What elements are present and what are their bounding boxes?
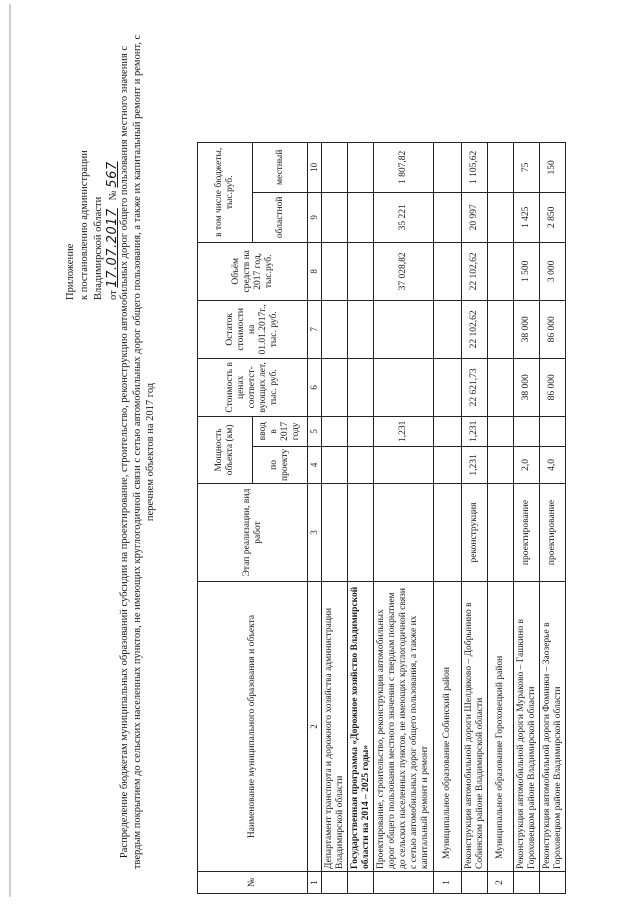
cell-name: Реконструкция автомобильной дороги Мураково – Гашкино в Гороховецком районе Владимирской области — [514, 582, 540, 872]
header-cap-project: по проекту — [253, 446, 308, 483]
cell-cost — [374, 358, 434, 416]
cell-local: 150 — [540, 142, 566, 192]
table-row — [374, 142, 434, 893]
column-index-10: 10 — [308, 142, 322, 192]
cell-cost: 38 000 — [514, 358, 540, 416]
cell-cost: 22 621,73 — [462, 358, 488, 416]
cell-project — [322, 446, 348, 483]
cell-remain — [348, 300, 374, 358]
cell-remain: 86 000 — [540, 300, 566, 358]
header-cap-2017: ввод в 2017 году — [253, 416, 308, 446]
column-index-8: 8 — [308, 242, 322, 300]
cell-cost — [322, 358, 348, 416]
cell-local — [488, 142, 514, 192]
cell-project: 1,231 — [462, 446, 488, 483]
cell-volume: 22 102,62 — [462, 242, 488, 300]
column-index-5: 5 — [308, 416, 322, 446]
cell-remain — [322, 300, 348, 358]
cell-num — [348, 872, 374, 894]
cell-stage — [434, 484, 462, 582]
cell-remain — [488, 300, 514, 358]
cell-cost — [488, 358, 514, 416]
cell-volume — [348, 242, 374, 300]
column-index-2: 2 — [308, 582, 322, 872]
cell-remain — [434, 300, 462, 358]
cell-stage — [374, 484, 434, 582]
cell-project — [488, 446, 514, 483]
cell-local: 1 807,82 — [374, 142, 434, 192]
cell-remain — [374, 300, 434, 358]
column-index-1: 1 — [308, 872, 322, 894]
cell-num — [374, 872, 434, 894]
appendix-line-3: Владимирской области — [93, 196, 104, 300]
header-stage: Этап реализации, вид работ — [198, 484, 308, 582]
cell-regional — [322, 192, 348, 242]
header-regional: областной — [253, 192, 308, 242]
cell-name: Муниципальное образование Собинский район — [434, 582, 462, 872]
cell-volume: 1 500 — [514, 242, 540, 300]
cell-num: 1 — [434, 872, 462, 894]
cell-project: 4,0 — [540, 446, 566, 483]
table-row — [488, 142, 514, 893]
cell-name: Реконструкция автомобильной дороги Фоминки – Заозерье в Гороховецком районе Владимирской области — [540, 582, 566, 872]
cell-regional: 1 425 — [514, 192, 540, 242]
cell-volume — [488, 242, 514, 300]
column-index-6: 6 — [308, 358, 322, 416]
table-header — [198, 142, 322, 893]
cell-num — [322, 872, 348, 894]
cell-local — [322, 142, 348, 192]
header-remain: Остаток стоимости на 01.01.2017г., тыс. руб. — [198, 300, 308, 358]
cell-regional: 20 997 — [462, 192, 488, 242]
table-row — [322, 142, 348, 893]
column-index-9: 9 — [308, 192, 322, 242]
header-budgets: в том числе бюджеты, тыс.руб. — [198, 142, 253, 242]
cell-input2017: 1,231 — [462, 416, 488, 446]
cell-input2017 — [488, 416, 514, 446]
header-local: местный — [253, 142, 308, 192]
cell-input2017 — [348, 416, 374, 446]
appendix-block — [64, 70, 121, 300]
cell-name: Государственная программа «Дорожное хозяйство Владимирской области на 2014 – 2025 годы» — [348, 582, 374, 872]
cell-local — [434, 142, 462, 192]
handwritten-number: 567 — [105, 161, 120, 188]
cell-local — [348, 142, 374, 192]
cell-num — [514, 872, 540, 894]
appendix-line-2: к постановлению администрации — [79, 150, 90, 300]
cell-num — [462, 872, 488, 894]
cell-project — [434, 446, 462, 483]
cell-regional — [434, 192, 462, 242]
header-name: Наименование муниципального образования и объекта — [198, 582, 308, 872]
cell-volume — [322, 242, 348, 300]
number-prefix: № — [108, 190, 119, 201]
handwritten-date: 17.07.2017 — [105, 208, 120, 288]
cell-input2017 — [514, 416, 540, 446]
header-cost: Стоимость в ценах соответст-вующих лет, тыс. руб. — [198, 358, 308, 416]
cell-regional — [488, 192, 514, 242]
cell-project — [348, 446, 374, 483]
cell-cost — [434, 358, 462, 416]
cell-input2017: 1,231 — [374, 416, 434, 446]
table-row — [540, 142, 566, 893]
appendix-line-1: Приложение — [65, 243, 76, 300]
subsidy-table — [197, 142, 566, 894]
column-index-3: 3 — [308, 484, 322, 582]
table-row — [514, 142, 540, 893]
document-title: Распределение бюджетам муниципальных образований субсидии на проектирование, строительство, реконструкцию автомобильных дорог общего пользования местного значения с твердым покрытием до сельских населенных пунктов, не имеющих круглогодичной связи с сетью автомобильных дорог общего пользования, а также их капитальный ремонт и ремонт, с перечнем объектов на 2017 год — [119, 34, 156, 870]
cell-cost: 86 000 — [540, 358, 566, 416]
column-index-row — [308, 142, 322, 893]
cell-volume: 37 028,82 — [374, 242, 434, 300]
table-row — [434, 142, 462, 893]
cell-local: 1 105,62 — [462, 142, 488, 192]
column-index-7: 7 — [308, 300, 322, 358]
cell-stage — [488, 484, 514, 582]
table-row — [462, 142, 488, 893]
header-capacity: Мощность объекта (км) — [198, 416, 253, 483]
cell-volume — [434, 242, 462, 300]
cell-project: 2,0 — [514, 446, 540, 483]
cell-num — [540, 872, 566, 894]
cell-volume: 3 000 — [540, 242, 566, 300]
cell-name: Проектирование, строительство, реконструкция автомобильных дорог общего пользования местного значения с твердым покрытием до сельских населенных пунктов, не имеющих круглогодичной связи с сетью автомобильных дорог общего пользования, а также их капитальный ремонт и ремонт — [374, 582, 434, 872]
rotated-page — [0, 2, 640, 902]
table-body — [322, 142, 566, 893]
cell-input2017 — [322, 416, 348, 446]
cell-name: Департамент транспорта и дорожного хозяйства администрации Владимирской области — [322, 582, 348, 872]
cell-remain: 22 102,62 — [462, 300, 488, 358]
cell-regional — [348, 192, 374, 242]
cell-remain: 38 000 — [514, 300, 540, 358]
cell-stage: проектирование — [514, 484, 540, 582]
column-index-4: 4 — [308, 446, 322, 483]
cell-stage: реконструкция — [462, 484, 488, 582]
header-volume: Объём средств на 2017 год, тыс.руб. — [198, 242, 308, 300]
header-num: № — [198, 872, 308, 894]
cell-project — [374, 446, 434, 483]
cell-cost — [348, 358, 374, 416]
cell-name: Муниципальное образование Гороховецкий район — [488, 582, 514, 872]
cell-name: Реконструкция автомобильной дороги Шелдяково – Добрынино в Собинском районе Владимирской области — [462, 582, 488, 872]
cell-input2017 — [434, 416, 462, 446]
date-prefix: от — [108, 290, 119, 300]
cell-stage: проектирование — [540, 484, 566, 582]
cell-regional: 35 221 — [374, 192, 434, 242]
cell-stage — [322, 484, 348, 582]
cell-local: 75 — [514, 142, 540, 192]
cell-num: 2 — [488, 872, 514, 894]
table-row — [348, 142, 374, 893]
cell-regional: 2 850 — [540, 192, 566, 242]
cell-stage — [348, 484, 374, 582]
cell-input2017 — [540, 416, 566, 446]
